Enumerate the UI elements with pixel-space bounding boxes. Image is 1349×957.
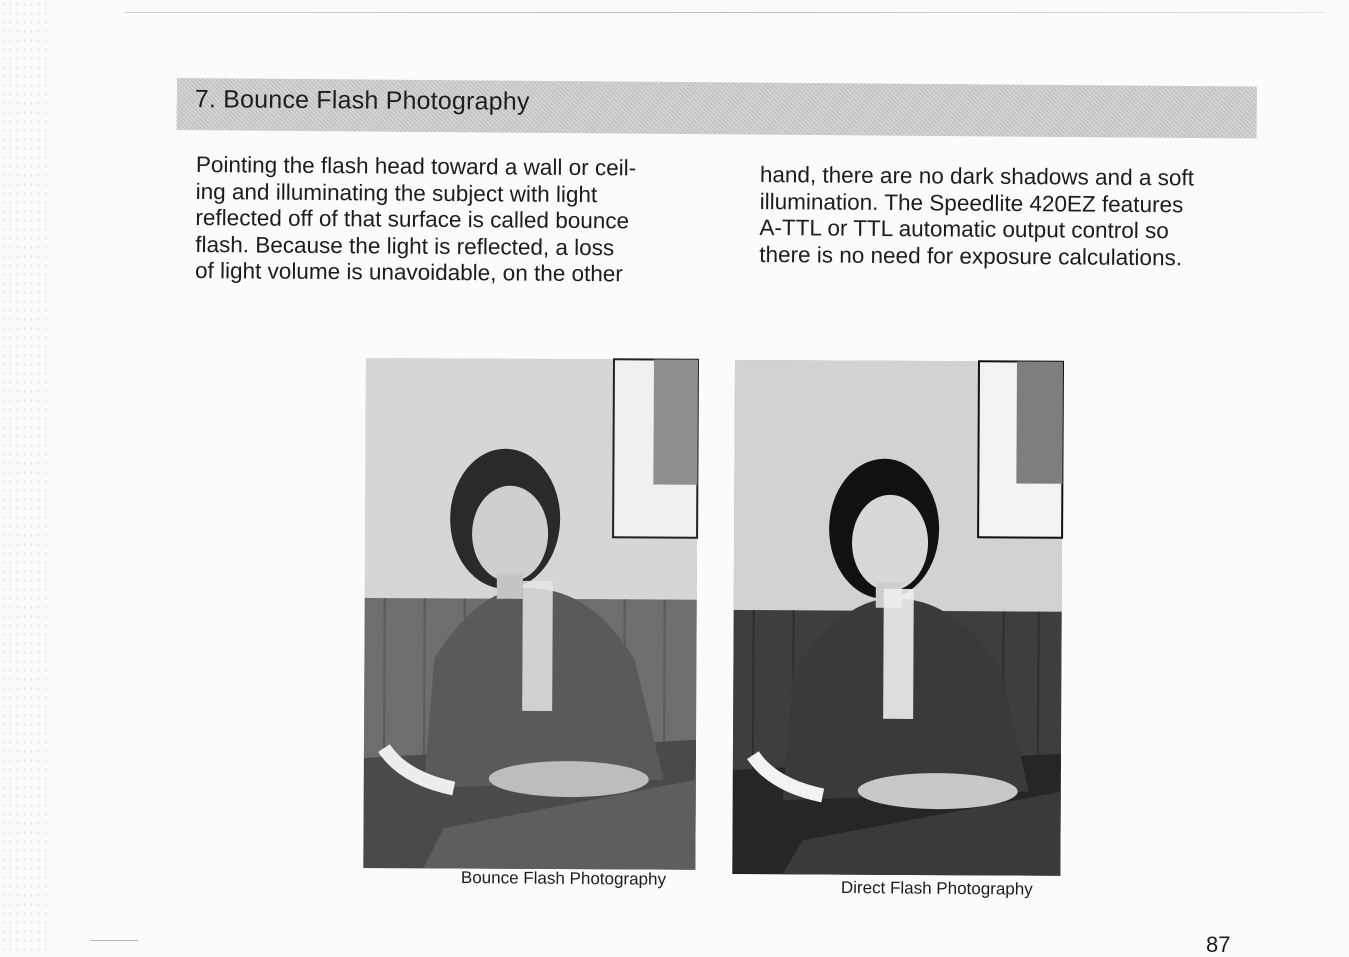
direct-flash-photo [732,360,1063,876]
bounce-flash-photo [363,358,698,870]
section-banner [177,78,1257,138]
page-number: 87 [1206,932,1231,957]
bounce-flash-photo-image [363,358,698,870]
scan-edge-speckle [0,0,48,954]
body-text-right-column: hand, there are no dark shadows and a soft illumination. The Speedlite 420EZ features A-TTL or TTL automatic output control so there is no need for exposure calculations. [759,162,1195,270]
section-title: 7. Bounce Flash Photography [194,85,530,116]
direct-flash-photo-image [732,360,1063,876]
figure-caption-bounce: Bounce Flash Photography [460,868,667,889]
top-rule [125,12,1325,13]
body-text-left-column: Pointing the flash head toward a wall or ceil- ing and illuminating the subject with light reflected off of that surface is called bounce flash. Because the light is reflected, a loss of light volume is unavoidable, on the other [194,152,637,287]
bottom-rule [90,940,138,941]
figure-caption-direct: Direct Flash Photography [840,878,1033,899]
